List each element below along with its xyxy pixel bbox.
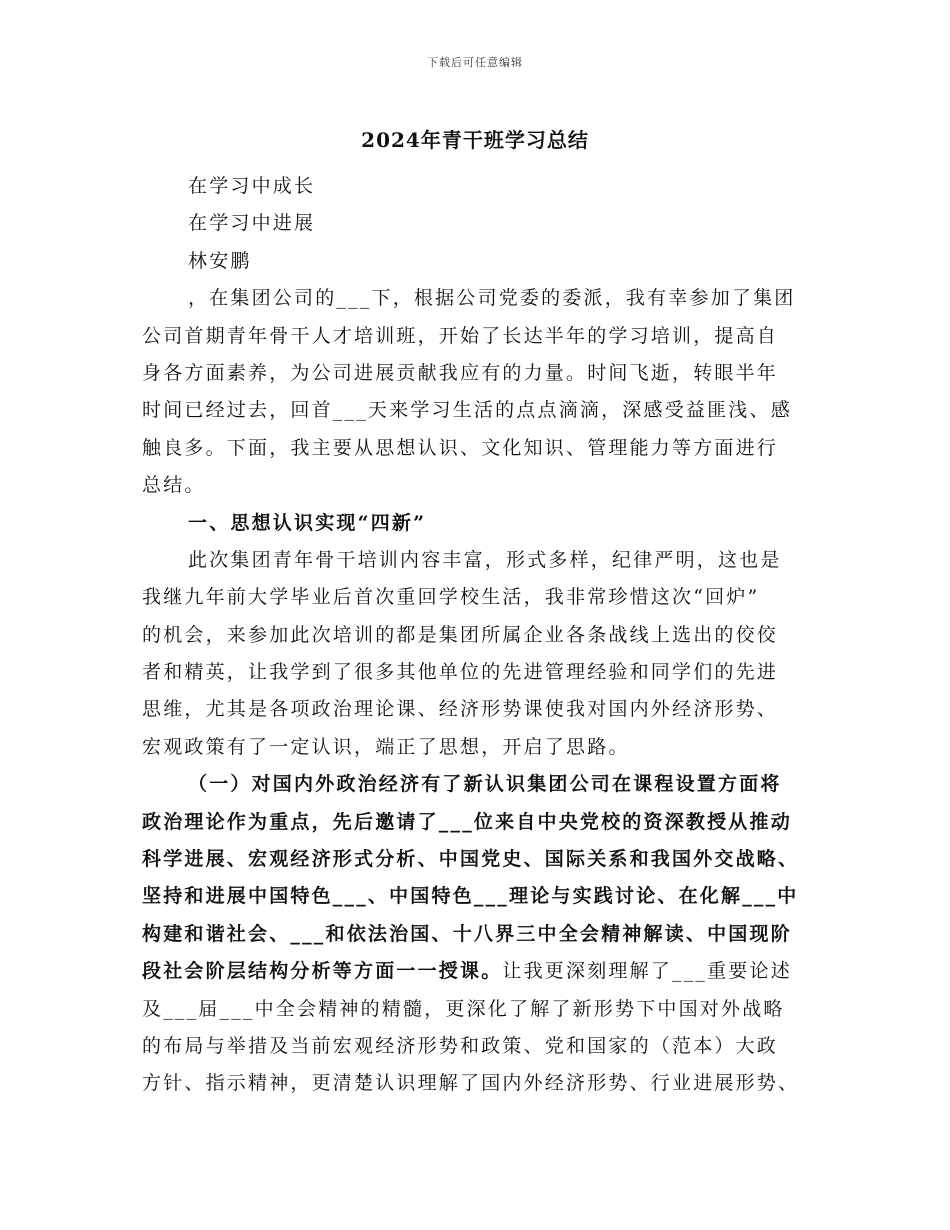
paragraph-line: 身各方面素养，为公司进展贡献我应有的力量。时间飞逝，转眼半年	[142, 361, 779, 384]
bold-paragraph-line: 政治理论作为重点，先后邀请了___位来自中央党校的资深教授从推动	[142, 810, 792, 833]
bold-paragraph-line: 科学进展、宏观经济形式分析、中国党史、国际关系和我国外交战略、	[142, 848, 800, 871]
paragraph-line: 思维，尤其是各项政治理论课、经济形势课使我对国内外经济形势、	[142, 698, 779, 721]
bold-paragraph-line: 坚持和进展中国特色___、中国特色___理论与实践讨论、在化解___中	[142, 885, 799, 908]
paragraph-line: 及___届___中全会精神的精髓，更深化了解了新形势下中国对外战略	[142, 997, 785, 1020]
paragraph-line: 的布局与举措及当前宏观经济形势和政策、党和国家的（范本）大政	[142, 1034, 779, 1057]
normal-run: 让我更深刻理解了___重要论述	[502, 960, 792, 983]
bold-run: 段社会阶层结构分析等方面一一授课。	[142, 960, 503, 983]
bold-paragraph-line: 构建和谐社会、___和依法治国、十八界三中全会精神解读、中国现阶	[142, 922, 792, 945]
paragraph-line: 方针、指示精神，更清楚认识理解了国内外经济形势、行业进展形势、	[142, 1072, 800, 1095]
paragraph-line: 触良多。下面，我主要从思想认识、文化知识、管理能力等方面进行	[142, 436, 779, 459]
paragraph-line: 的机会，来参加此次培训的都是集团所属企业各条战线上选出的佼佼	[142, 623, 779, 646]
section-heading: 一、思想认识实现“四新”	[188, 511, 427, 534]
page-header-note: 下载后可任意编辑	[427, 56, 523, 69]
subtitle-line-2: 在学习中进展	[188, 212, 316, 235]
author-name: 林安鹏	[188, 249, 252, 272]
subtitle-line-1: 在学习中成长	[188, 175, 316, 197]
document-title: 2024年青干班学习总结	[361, 128, 589, 152]
paragraph-line: 我继九年前大学毕业后首次重回学校生活，我非常珍惜这次“回炉”	[142, 586, 760, 609]
paragraph-line: 总结。	[142, 474, 206, 497]
paragraph-line: 者和精英，让我学到了很多其他单位的先进管理经验和同学们的先进	[142, 661, 779, 684]
paragraph-line: 公司首期青年骨干人才培训班，开始了长达半年的学习培训，提高自	[142, 324, 779, 347]
paragraph-line: 宏观政策有了一定认识，端正了思想，开启了思路。	[142, 735, 630, 758]
mixed-paragraph-line	[142, 953, 810, 990]
paragraph-line: ，在集团公司的___下，根据公司党委的委派，我有幸参加了集团	[188, 287, 796, 310]
paragraph-line: 时间已经过去，回首___天来学习生活的点点滴滴，深感受益匪浅、感	[142, 399, 792, 422]
document-body	[142, 168, 810, 1103]
paragraph-line: 此次集团青年骨干培训内容丰富，形式多样，纪律严明，这也是	[188, 548, 782, 571]
bold-paragraph-line: （一）对国内外政治经济有了新认识集团公司在课程设置方面将	[188, 773, 782, 796]
